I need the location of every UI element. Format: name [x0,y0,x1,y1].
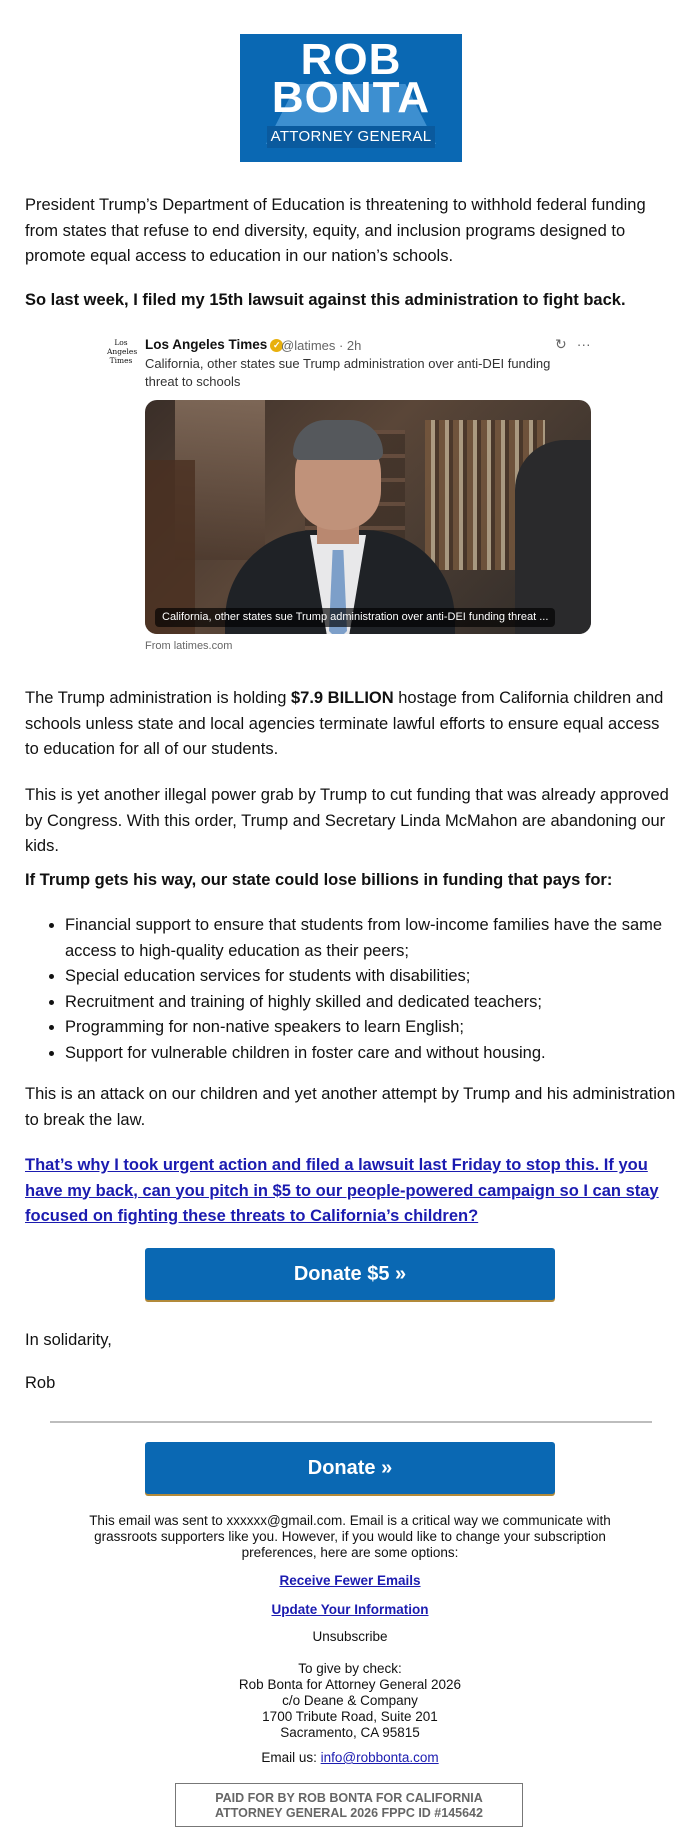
photo-second-person [515,440,591,634]
subscription-notice: This email was sent to xxxxxx@gmail.com. Email is a critical way we communicate with grassroots supporters like you. However, if you would like to change your subscription preferences, here are some options: [89,1513,611,1560]
more-options-icon[interactable]: ··· [576,336,591,352]
holding-amount: $7.9 BILLION [290,689,394,707]
unsubscribe-link[interactable]: Unsubscribe [312,1629,388,1644]
tweet-handle-time: @latimes · 2h [281,338,362,353]
lose-billions-heading: If Trump gets his way, our state could lose billions in funding that pays for: [25,871,613,889]
list-item: • Recruitment and training of highly skilled and dedicated teachers; [65,990,700,1016]
donate-button[interactable]: Donate » [145,1442,555,1494]
donate-cta-link[interactable]: That’s why I took urgent action and filed a lawsuit last Friday to stop this. If you have my back, can you pitch in $5 to our people-powered campaign so I can stay focused on fighting these threats to California’s children? [25,1156,659,1225]
logo-line2: BONTA [271,73,431,122]
unsubscribe-container [60,1629,640,1645]
receive-fewer-emails-link[interactable]: Receive Fewer Emails [279,1573,421,1588]
list-item: • Support for vulnerable children in foster care and without housing. [65,1041,700,1067]
holding-paragraph [25,686,677,763]
check-address [60,1661,640,1741]
lawsuit-paragraph: So last week, I filed my 15th lawsuit against this administration to fight back. [25,291,626,309]
paid-line: PAID FOR BY ROB BONTA FOR CALIFORNIA [215,1791,483,1805]
check-line: 1700 Tribute Road, Suite 201 [262,1709,438,1724]
receive-fewer-emails-container [60,1573,640,1589]
email-us [60,1750,640,1766]
logo-line3: ATTORNEY GENERAL [267,126,435,148]
tweet-card[interactable] [107,335,597,655]
update-information-link[interactable]: Update Your Information [271,1602,429,1617]
check-line: Rob Bonta for Attorney General 2026 [238,1677,462,1692]
photo-hair [293,420,383,460]
logo-line1: ROB [300,35,402,84]
check-line: c/o Deane & Company [282,1693,418,1708]
tweet-headline: California, other states sue Trump administration over anti-DEI funding threat to schools [145,356,551,389]
list-item: • Financial support to ensure that students from low-income families have the same access to high-quality education as their peers; [65,913,700,964]
tweet-account-name[interactable] [145,337,283,352]
latimes-logo: Los Angeles Times [107,338,138,365]
list-item: • Programming for non-native speakers to learn English; [65,1015,700,1041]
check-title: To give by check: [298,1661,402,1676]
check-line: Sacramento, CA 95815 [280,1725,420,1740]
power-grab-paragraph: This is yet another illegal power grab by Trump to cut funding that was already approved by Congress. With this order, Trump and Secretary Linda McMahon are abandoning our kids. [25,786,669,855]
holding-pre: The Trump administration is holding [25,689,291,707]
tweet-account-label: Los Angeles Times [145,337,268,352]
refresh-icon[interactable]: ↻ [555,336,567,352]
divider [50,1421,652,1423]
email-link[interactable]: info@robbonta.com [320,1750,439,1765]
donate-5-button[interactable]: Donate $5 » [145,1248,555,1300]
signoff: In solidarity, [25,1331,112,1349]
list-item: • Special education services for students with disabilities; [65,964,700,990]
paid-line: ATTORNEY GENERAL 2026 FPPC ID #145642 [215,1806,483,1820]
tweet-actions [555,336,601,353]
holding-post: hostage from California children and schools unless state and local agencies terminate lawful efforts to ensure equal access to education for all of our students. [25,689,664,758]
tweet-source[interactable]: From latimes.com [145,640,233,652]
intro-paragraph: President Trump’s Department of Education is threatening to withhold federal funding from states that refuse to end diversity, equity, and inclusion programs designed to promote equal access to education in our nation’s schools. [25,196,646,265]
rob-bonta-logo [240,34,462,162]
tweet-news-photo[interactable] [145,400,591,634]
paid-for-disclaimer [175,1783,523,1827]
photo-caption: California, other states sue Trump administration over anti-DEI funding threat ... [155,608,555,627]
signature: Rob [25,1374,56,1392]
attack-paragraph: This is an attack on our children and yet another attempt by Trump and his administration to break the law. [25,1085,676,1129]
funding-list [25,913,700,1066]
verified-badge-icon: ✓ [270,339,283,352]
update-info-container [60,1602,640,1618]
email-label: Email us: [261,1750,321,1765]
